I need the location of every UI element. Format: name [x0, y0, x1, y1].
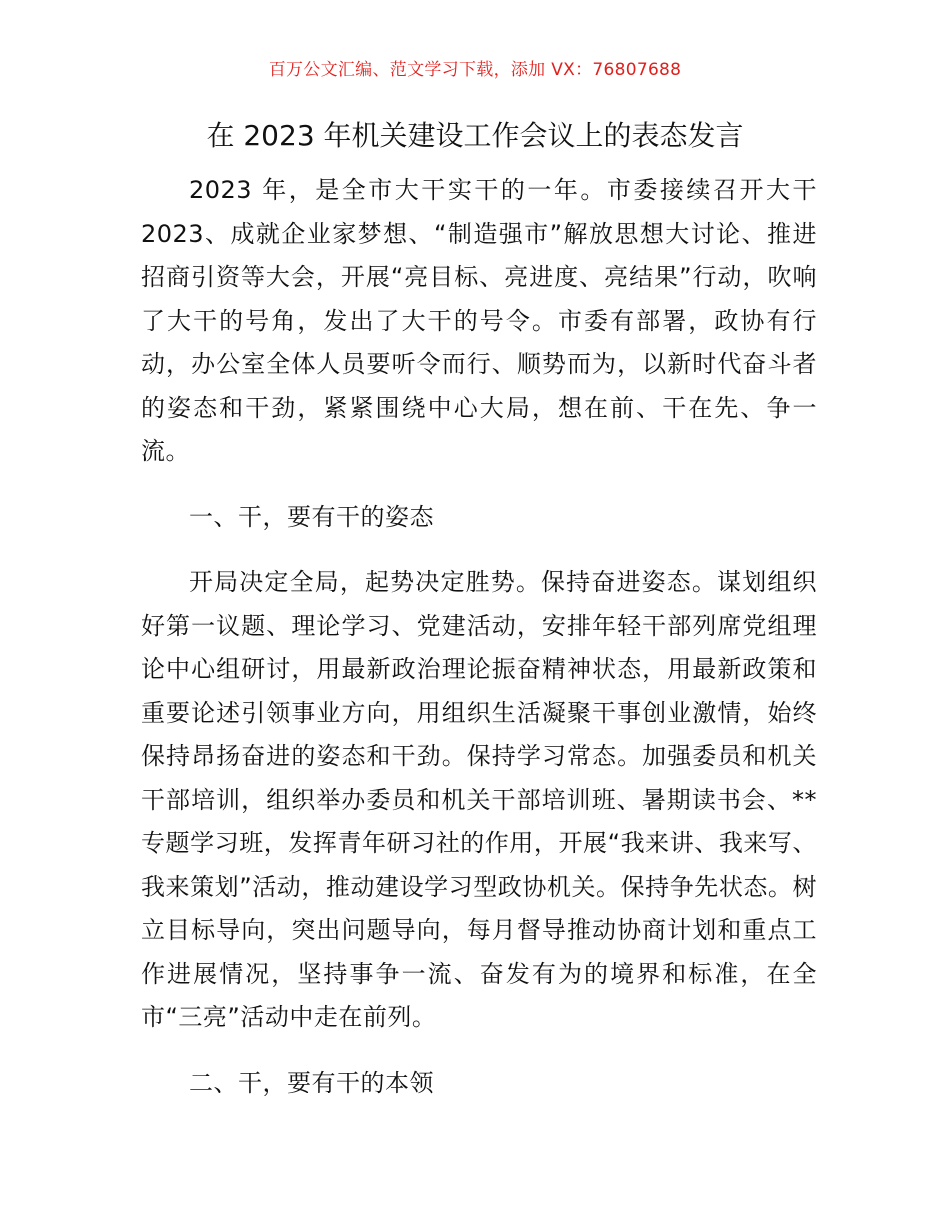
- paragraph-gap: [141, 539, 817, 561]
- section-1-heading: 一、干，要有干的姿态: [189, 502, 434, 531]
- paragraph-gap: [141, 474, 817, 496]
- section-2-heading: 二、干，要有干的本领: [189, 1068, 434, 1097]
- document-title: 在 2023 年机关建设工作会议上的表态发言: [206, 119, 744, 152]
- paragraph-gap: [141, 1040, 817, 1062]
- section-1-paragraph: 开局决定全局，起势决定胜势。保持奋进姿态。谋划组织好第一议题、理论学习、党建活动，安排年轻干部列席党组理论中心组研讨，用最新政治理论振奋精神状态，用最新政策和重要论述引领事业方向，用组织生活凝聚干事创业激情，始终保持昂扬奋进的姿态和干劲。保持学习常态。加强委员和机关干部培训，组织举办委员和机关干部培训班、暑期读书会、**专题学习班，发挥青年研习社的作用，开展“我来讲、我来写、我来策划”活动，推动建设学习型政协机关。保持争先状态。树立目标导向，突出问题导向，每月督导推动协商计划和重点工作进展情况，坚持事争一流、奋发有为的境界和标准，在全市“三亮”活动中走在前列。: [141, 568, 817, 1031]
- document-body: [141, 169, 817, 1105]
- intro-paragraph: 2023 年，是全市大干实干的一年。市委接续召开大干 2023、成就企业家梦想、“制造强市”解放思想大讨论、推进招商引资等大会，开展“亮目标、亮进度、亮结果”行动，吹响了大干的号角，发出了大干的号令。市委有部署，政协有行动，办公室全体人员要听令而行、顺势而为，以新时代奋斗者的姿态和干劲，紧紧围绕中心大局，想在前、干在先、争一流。: [141, 176, 817, 465]
- header-watermark-note: 百万公文汇编、范文学习下载，添加 VX：76807688: [268, 60, 682, 80]
